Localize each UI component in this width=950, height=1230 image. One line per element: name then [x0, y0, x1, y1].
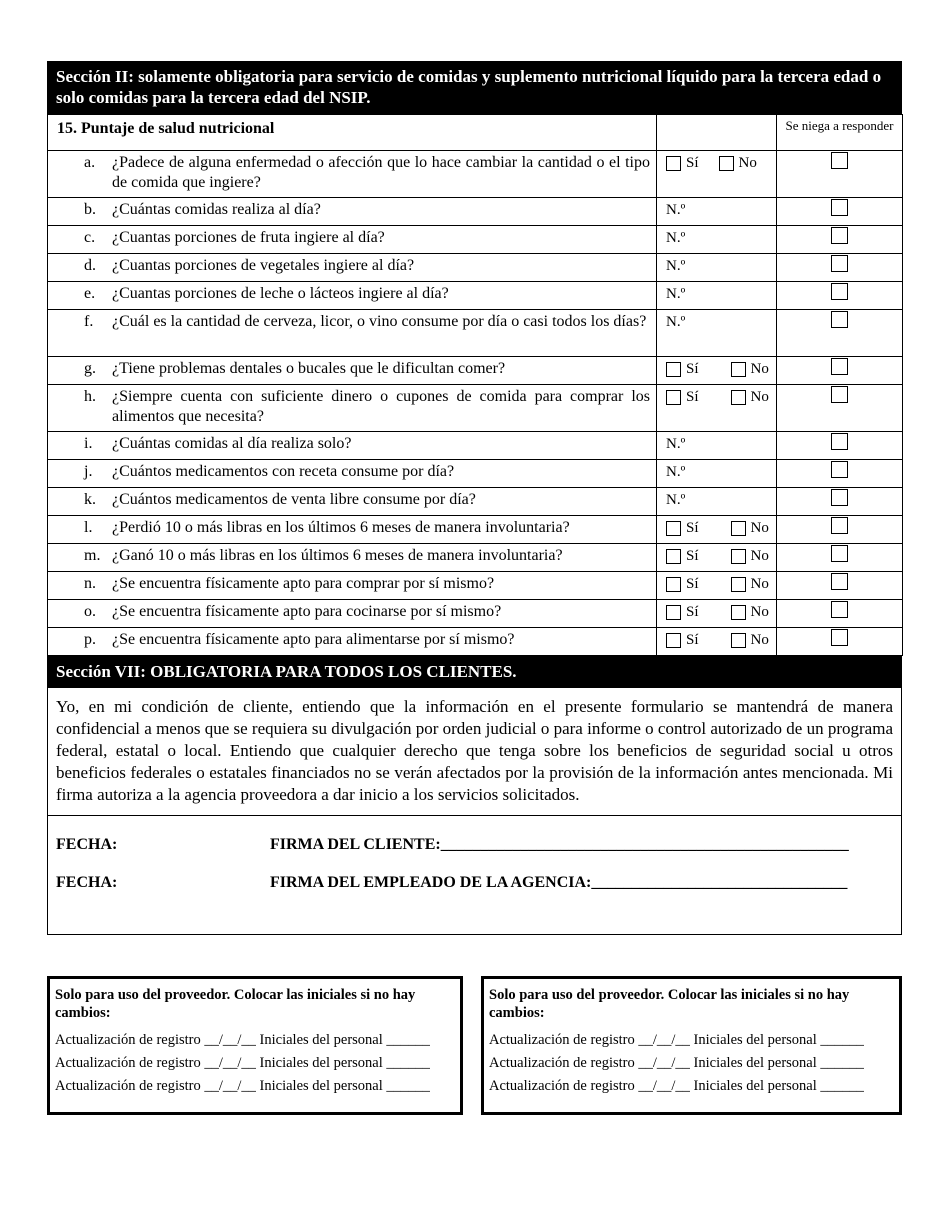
yes-checkbox[interactable] [666, 633, 681, 648]
yes-label: Sí [686, 520, 699, 536]
provider-line[interactable]: Actualización de registro __/__/__ Iniciales del personal ______ [55, 1032, 430, 1048]
question-text: ¿Cuántas comidas al día realiza solo? [112, 435, 352, 452]
yes-label: Sí [686, 576, 699, 592]
no-label: No [750, 389, 769, 405]
form-frame [47, 61, 902, 935]
question-letter: p. [84, 631, 96, 648]
refuse-checkbox[interactable] [831, 489, 848, 506]
yes-label: Sí [686, 361, 699, 377]
question-row [48, 310, 903, 357]
question-row [48, 198, 903, 226]
provider-line[interactable]: Actualización de registro __/__/__ Iniciales del personal ______ [489, 1032, 864, 1048]
refuse-checkbox[interactable] [831, 255, 848, 272]
question-row [48, 357, 903, 385]
no-checkbox[interactable] [731, 390, 746, 405]
no-checkbox[interactable] [731, 521, 746, 536]
question-row [48, 600, 903, 628]
question-text: ¿Cuantas porciones de vegetales ingiere al día? [112, 257, 415, 274]
refuse-checkbox[interactable] [831, 629, 848, 646]
date-label: FECHA: [56, 874, 118, 891]
question-row [48, 544, 903, 572]
refuse-checkbox[interactable] [831, 311, 848, 328]
yes-checkbox[interactable] [666, 549, 681, 564]
yes-checkbox[interactable] [666, 156, 681, 171]
question-row [48, 151, 903, 198]
number-field[interactable]: N.º [666, 230, 686, 246]
yes-checkbox[interactable] [666, 605, 681, 620]
question-letter: n. [84, 575, 96, 592]
question-row [48, 432, 903, 460]
refuse-checkbox[interactable] [831, 199, 848, 216]
provider-heading: Solo para uso del proveedor. Colocar las iniciales si no hay cambios: [55, 987, 416, 1021]
provider-box-right [481, 976, 902, 1115]
nutrition-score-table [47, 114, 903, 656]
question-text: ¿Cuántos medicamentos con receta consume por día? [112, 463, 455, 480]
refuse-checkbox[interactable] [831, 152, 848, 169]
yes-label: Sí [686, 604, 699, 620]
yes-label: Sí [686, 389, 699, 405]
question-letter: b. [84, 201, 96, 218]
no-label: No [750, 520, 769, 536]
question-row [48, 488, 903, 516]
question-text: ¿Perdió 10 o más libras en los últimos 6 meses de manera involuntaria? [112, 519, 570, 536]
number-field[interactable]: N.º [666, 286, 686, 302]
yes-no-group [666, 153, 776, 173]
question-letter: c. [84, 229, 96, 246]
yes-checkbox[interactable] [666, 577, 681, 592]
question-row [48, 572, 903, 600]
yes-checkbox[interactable] [666, 521, 681, 536]
question-letter: o. [84, 603, 96, 620]
question-letter: e. [84, 285, 96, 302]
no-label: No [738, 155, 757, 171]
yes-label: Sí [686, 632, 699, 648]
date-label: FECHA: [56, 836, 118, 853]
no-label: No [750, 604, 769, 620]
yes-checkbox[interactable] [666, 362, 681, 377]
signature-box [47, 816, 902, 935]
question-letter: l. [84, 519, 93, 536]
refuse-checkbox[interactable] [831, 358, 848, 375]
number-field[interactable]: N.º [666, 314, 686, 330]
question-text: ¿Ganó 10 o más libras en los últimos 6 meses de manera involuntaria? [112, 547, 563, 564]
provider-heading: Solo para uso del proveedor. Colocar las iniciales si no hay cambios: [489, 987, 850, 1021]
question-letter: i. [84, 435, 93, 452]
no-checkbox[interactable] [719, 156, 734, 171]
no-checkbox[interactable] [731, 605, 746, 620]
yes-no-group [666, 546, 776, 566]
no-label: No [750, 632, 769, 648]
client-signature-label: FIRMA DEL CLIENTE:___________________________________________________ [270, 836, 849, 853]
question-text: ¿Cuál es la cantidad de cerveza, licor, o vino consume por día o casi todos los días? [112, 313, 647, 330]
question-row [48, 385, 903, 432]
question-row [48, 282, 903, 310]
yes-no-group [666, 602, 776, 622]
section-7-header: Sección VII: OBLIGATORIA PARA TODOS LOS CLIENTES. [47, 656, 902, 688]
no-label: No [750, 361, 769, 377]
provider-line[interactable]: Actualización de registro __/__/__ Iniciales del personal ______ [55, 1078, 430, 1094]
provider-line[interactable]: Actualización de registro __/__/__ Iniciales del personal ______ [489, 1055, 864, 1071]
number-field[interactable]: N.º [666, 258, 686, 274]
refuse-header: Se niega a responder [785, 118, 894, 133]
yes-label: Sí [686, 548, 699, 564]
refuse-checkbox[interactable] [831, 433, 848, 450]
refuse-checkbox[interactable] [831, 545, 848, 562]
question-text: ¿Se encuentra físicamente apto para cocinarse por sí mismo? [112, 603, 502, 620]
employee-signature-label: FIRMA DEL EMPLEADO DE LA AGENCIA:________________________________ [270, 874, 848, 891]
question-text: ¿Se encuentra físicamente apto para comprar por sí mismo? [112, 575, 495, 592]
refuse-checkbox[interactable] [831, 386, 848, 403]
question-row [48, 460, 903, 488]
section-2-header: Sección II: solamente obligatoria para servicio de comidas y suplemento nutricional líquido para la tercera edad o solo comidas para la tercera edad del NSIP. [47, 61, 902, 114]
question-text: ¿Cuantas porciones de fruta ingiere al día? [112, 229, 385, 246]
question-text: ¿Se encuentra físicamente apto para alimentarse por sí mismo? [112, 631, 515, 648]
provider-line[interactable]: Actualización de registro __/__/__ Iniciales del personal ______ [489, 1078, 864, 1094]
question-letter: a. [84, 154, 96, 171]
no-label: No [750, 576, 769, 592]
no-checkbox[interactable] [731, 362, 746, 377]
question-letter: m. [84, 547, 101, 564]
no-checkbox[interactable] [731, 549, 746, 564]
question-letter: j. [84, 463, 93, 480]
question-letter: h. [84, 388, 96, 405]
yes-checkbox[interactable] [666, 390, 681, 405]
yes-no-group [666, 574, 776, 594]
question-text: ¿Cuántas comidas realiza al día? [112, 201, 321, 218]
question-title: 15. Puntaje de salud nutricional [57, 120, 275, 137]
provider-line[interactable]: Actualización de registro __/__/__ Iniciales del personal ______ [55, 1055, 430, 1071]
question-letter: k. [84, 491, 96, 508]
provider-box-left [47, 976, 463, 1115]
question-text: ¿Cuántos medicamentos de venta libre consume por día? [112, 491, 476, 508]
question-row [48, 226, 903, 254]
question-text: ¿Cuantas porciones de leche o lácteos ingiere al día? [112, 285, 449, 302]
no-checkbox[interactable] [731, 633, 746, 648]
question-text: ¿Siempre cuenta con suficiente dinero o cupones de comida para comprar los alimentos que necesita? [112, 388, 650, 425]
yes-label: Sí [686, 155, 699, 171]
question-row [48, 516, 903, 544]
yes-no-group [666, 359, 776, 379]
question-letter: g. [84, 360, 96, 377]
client-signature-line[interactable] [56, 836, 849, 854]
refuse-checkbox[interactable] [831, 573, 848, 590]
yes-no-group [666, 387, 776, 407]
refuse-checkbox[interactable] [831, 283, 848, 300]
question-text: ¿Tiene problemas dentales o bucales que le dificultan comer? [112, 360, 506, 377]
question-letter: d. [84, 257, 96, 274]
question-row [48, 254, 903, 282]
yes-no-group [666, 630, 776, 650]
table-header-row [48, 115, 903, 151]
refuse-checkbox[interactable] [831, 517, 848, 534]
no-checkbox[interactable] [731, 577, 746, 592]
number-field[interactable]: N.º [666, 492, 686, 508]
yes-no-group [666, 518, 776, 538]
number-field[interactable]: N.º [666, 436, 686, 452]
question-row [48, 628, 903, 656]
refuse-checkbox[interactable] [831, 601, 848, 618]
refuse-checkbox[interactable] [831, 461, 848, 478]
consent-text: Yo, en mi condición de cliente, entiendo que la información en el presente formulario se mantendrá de manera confidencial a menos que se requiera su divulgación por orden judicial o para informe o control autorizado de un programa federal, estatal o local. Entiendo que cualquier derecho que tenga sobre los beneficios de seguridad social u otros beneficios federales o estatales financiados no se verán afectados por la provisión de la información antes mencionada. Mi firma autoriza a la agencia proveedora a dar inicio a los servicios solicitados. [47, 688, 902, 816]
number-field[interactable]: N.º [666, 464, 686, 480]
question-text: ¿Padece de alguna enfermedad o afección que lo hace cambiar la cantidad o el tipo de comida que ingiere? [112, 154, 650, 191]
employee-signature-line[interactable] [56, 874, 847, 892]
no-label: No [750, 548, 769, 564]
number-field[interactable]: N.º [666, 202, 686, 218]
refuse-checkbox[interactable] [831, 227, 848, 244]
question-letter: f. [84, 313, 94, 330]
